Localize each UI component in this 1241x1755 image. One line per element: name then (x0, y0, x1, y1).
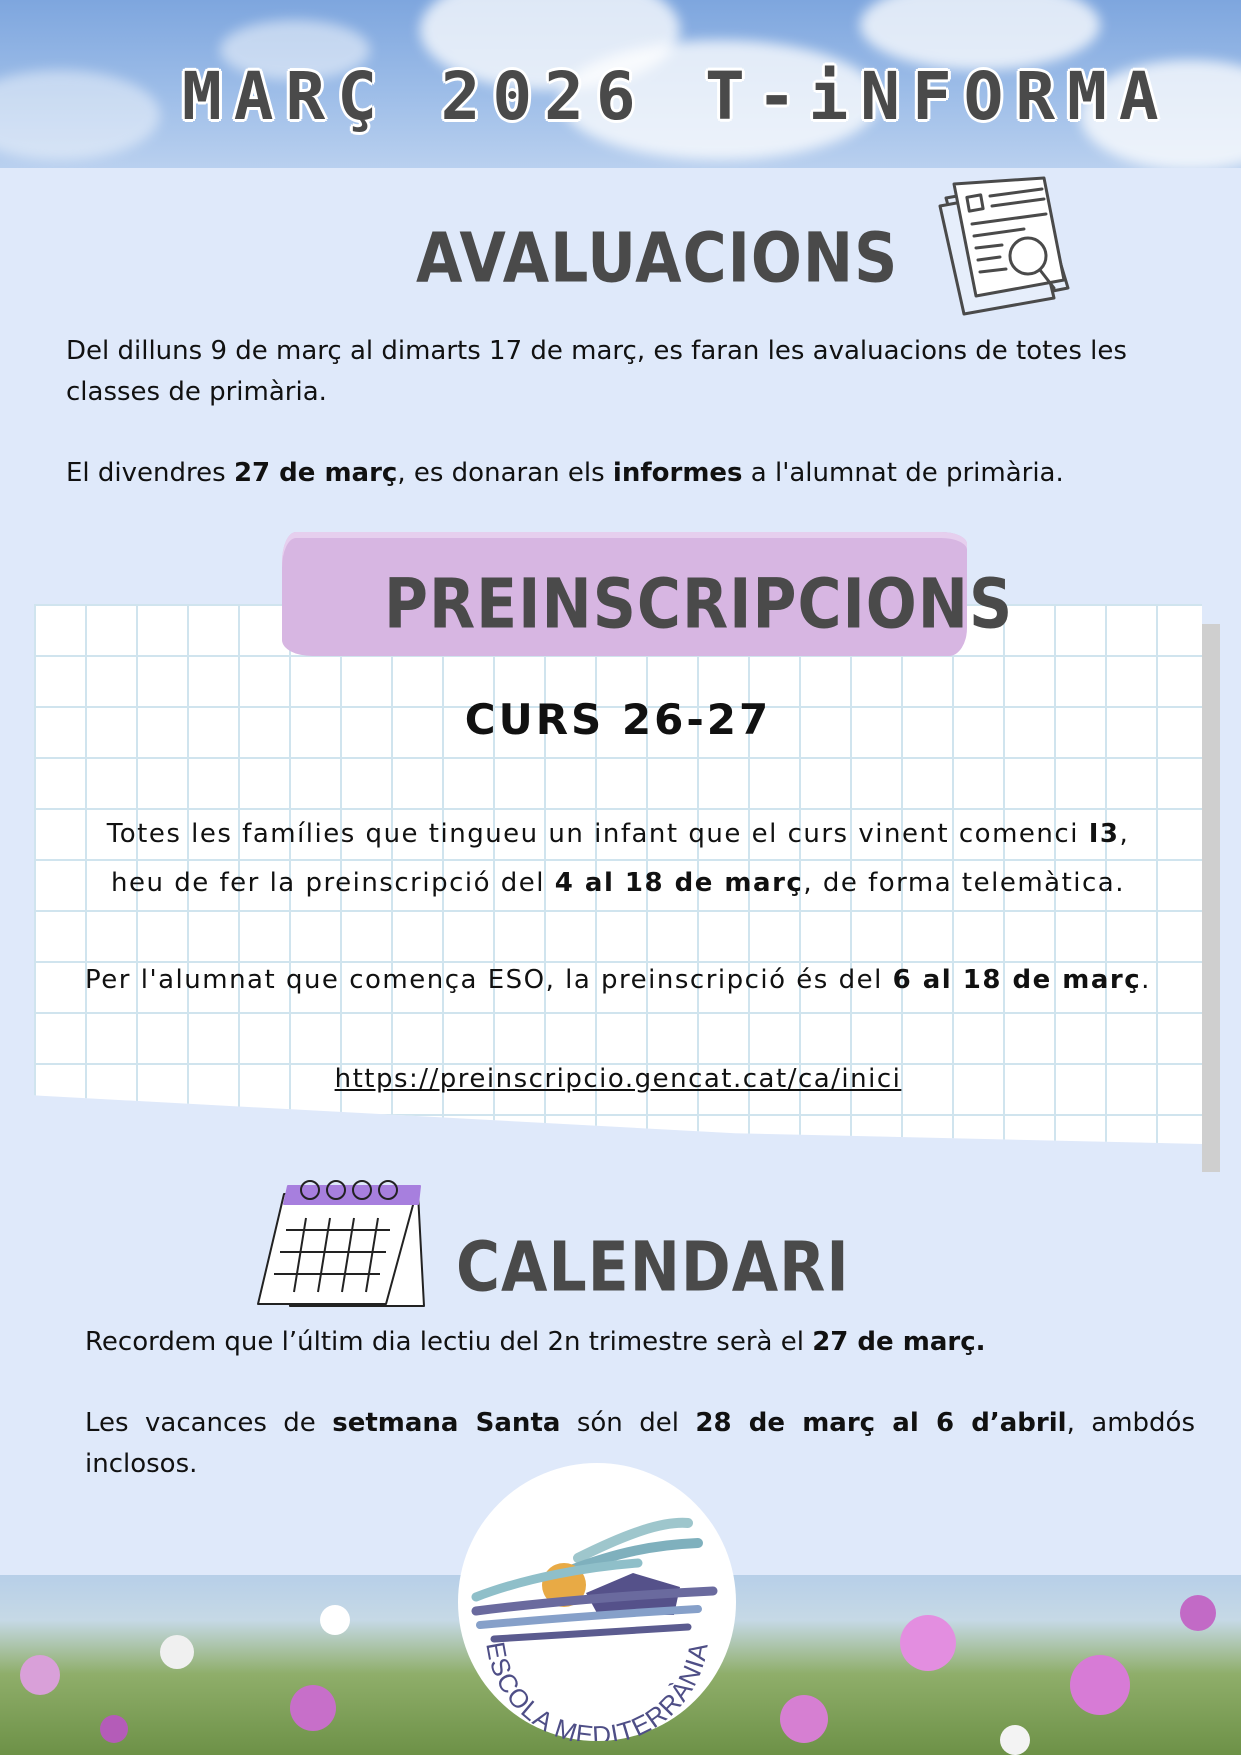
school-logo-artwork (458, 1463, 736, 1741)
calendari-paragraph-2: Les vacances de setmana Santa són del 28 de març al 6 d’abril, ambdós inclosos. (85, 1408, 1195, 1479)
avaluacions-paragraph-2: El divendres 27 de març, es donaran els informes a l'alumnat de primària. (66, 458, 1064, 488)
grid-paper-shadow (1202, 624, 1220, 1172)
avaluacions-paragraph-1: Del dilluns 9 de març al dimarts 17 de març, es faran les avaluacions de totes les classes de primària. (66, 336, 1127, 407)
logo-text: ESCOLA MEDITERRÀNIA (480, 1639, 714, 1741)
documents-magnifier-icon (932, 176, 1072, 318)
masthead-title: T-iNFORMA (705, 58, 1171, 135)
preinscripcio-link[interactable]: https://preinscripcio.gencat.cat/ca/inici (334, 1064, 902, 1094)
preinscripcions-paragraph-1: Totes les famílies que tingueu un infant que el curs vinent comenci I3, heu de fer la preinscripció del 4 al 18 de març, de forma telemàtica. (106, 819, 1130, 898)
preinscripcions-title: PREINSCRIPCIONS (384, 564, 1014, 645)
sky-banner (0, 0, 1241, 168)
school-logo (458, 1463, 736, 1741)
svg-text:ESCOLA MEDITERRÀNIA (480, 1640, 714, 1741)
calendari-title: CALENDARI (456, 1227, 850, 1308)
masthead-date: MARÇ 2026 (182, 58, 648, 135)
avaluacions-title: AVALUACIONS (416, 218, 899, 299)
calendari-paragraph-1: Recordem que l’últim dia lectiu del 2n trimestre serà el 27 de març. (85, 1327, 986, 1357)
preinscripcions-paragraph-2: Per l'alumnat que comença ESO, la preinscripció és del 6 al 18 de març. (85, 965, 1151, 995)
calendar-icon (256, 1180, 428, 1310)
curs-subtitle: CURS 26-27 (464, 695, 772, 744)
